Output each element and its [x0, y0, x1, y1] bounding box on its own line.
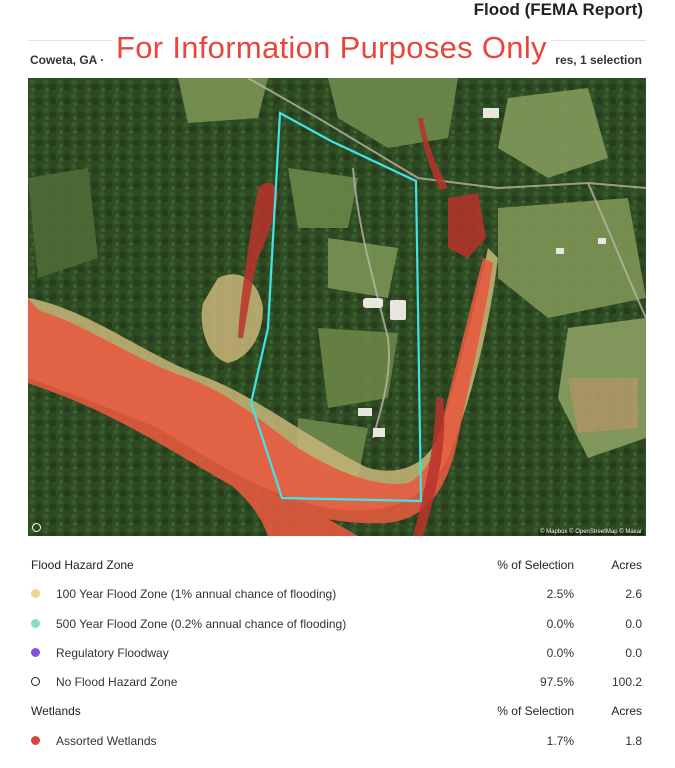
flood-hazard-heading: Flood Hazard Zone — [31, 558, 134, 572]
location-label: Coweta, GA · — [30, 53, 105, 67]
teal-dot-icon — [31, 619, 40, 628]
legend-label: No Flood Hazard Zone — [56, 675, 178, 690]
legend-row-500yr — [28, 609, 646, 638]
legend-pct: 1.7% — [546, 733, 574, 748]
legend-acres: 0.0 — [625, 645, 642, 660]
legend-label: 100 Year Flood Zone (1% annual chance of flooding) — [56, 587, 337, 602]
yellow-dot-icon — [31, 589, 40, 598]
legend-acres: 1.8 — [625, 733, 642, 748]
legend-row-no-hazard — [28, 667, 646, 696]
legend-acres: 0.0 — [625, 616, 642, 631]
acres-heading: Acres — [611, 704, 642, 719]
acres-heading: Acres — [611, 558, 642, 572]
hollow-circle-icon — [31, 677, 40, 686]
pct-heading: % of Selection — [497, 558, 574, 572]
legend-pct: 0.0% — [546, 616, 574, 631]
flood-map[interactable] — [28, 78, 646, 536]
legend-row-floodway — [28, 638, 646, 667]
red-dot-icon — [31, 736, 40, 745]
purple-dot-icon — [31, 648, 40, 657]
map-canvas[interactable] — [28, 78, 646, 536]
legend-pct: 0.0% — [546, 645, 574, 660]
legend-row-wetlands — [28, 726, 646, 755]
legend-label: Regulatory Floodway — [56, 645, 169, 660]
flood-hazard-header — [28, 550, 646, 579]
mapbox-logo-icon[interactable] — [32, 523, 41, 532]
legend-pct: 97.5% — [539, 675, 574, 690]
legend-label: Assorted Wetlands — [56, 733, 157, 748]
wetlands-heading: Wetlands — [31, 704, 81, 719]
legend-label: 500 Year Flood Zone (0.2% annual chance of flooding) — [56, 616, 347, 631]
selection-info: res, 1 selection — [555, 53, 642, 67]
watermark: For Information Purposes Only — [112, 30, 551, 66]
pct-heading: % of Selection — [497, 704, 574, 719]
wetlands-header — [28, 696, 646, 725]
legend-acres: 2.6 — [625, 587, 642, 602]
legend-row-100yr — [28, 579, 646, 608]
legend-acres: 100.2 — [611, 675, 642, 690]
report-title: Flood (FEMA Report) — [473, 0, 643, 19]
map-attribution[interactable]: © Mapbox © OpenStreetMap © Maxar — [540, 529, 642, 535]
flood-legend — [28, 550, 646, 755]
legend-pct: 2.5% — [546, 587, 574, 602]
